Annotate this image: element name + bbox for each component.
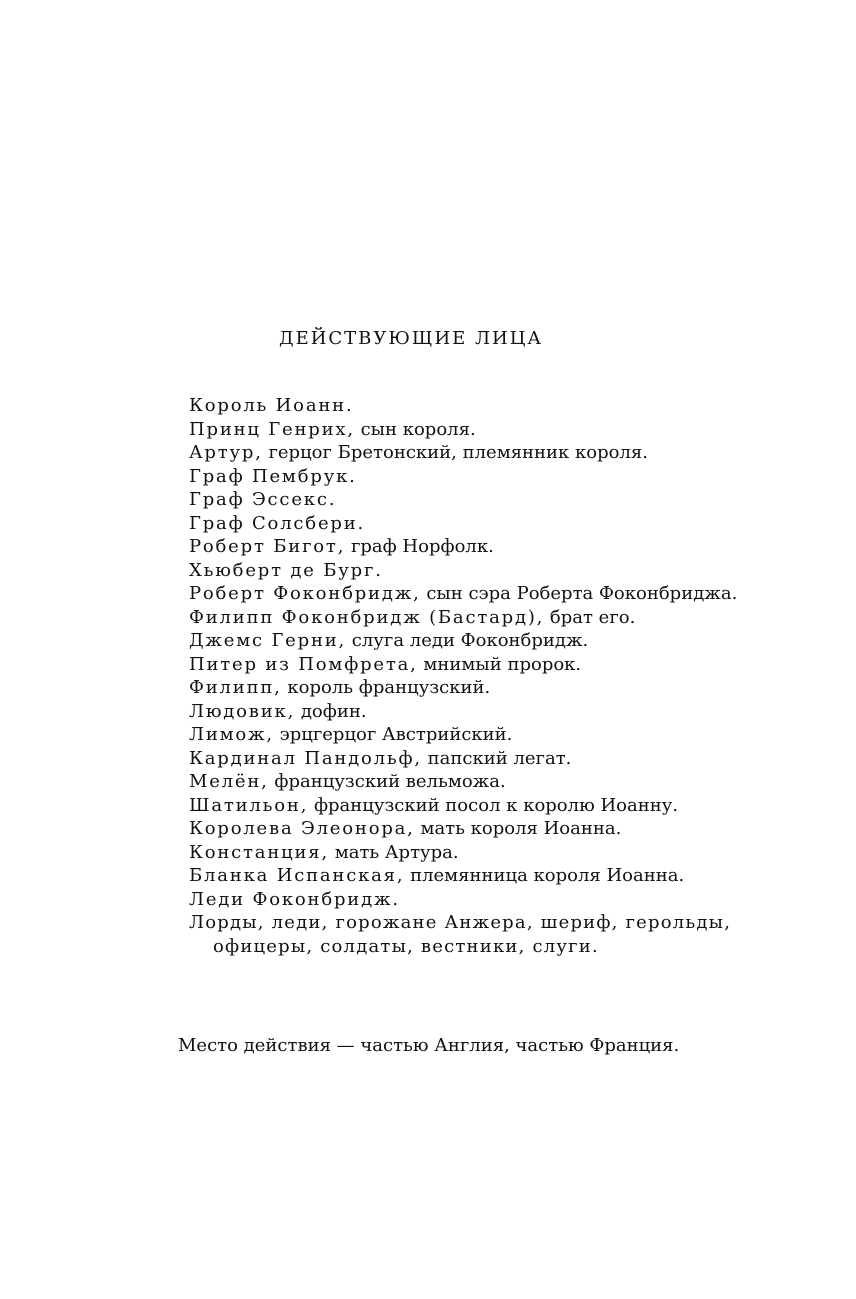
cast-entry <box>189 629 749 653</box>
cast-entry <box>189 465 749 489</box>
cast-name: Леди Фоконбридж. <box>189 888 400 910</box>
cast-description: сын короля. <box>354 418 476 440</box>
cast-entry <box>189 441 749 465</box>
cast-entry <box>189 582 749 606</box>
cast-entry <box>189 864 749 888</box>
cast-name: Королева Элеонора, <box>189 818 415 839</box>
cast-entry <box>189 770 749 794</box>
cast-entry <box>189 512 749 536</box>
cast-description: папский легат. <box>421 747 572 769</box>
cast-name: Граф Солсбери. <box>189 512 366 534</box>
cast-name: Филипп Фоконбридж (Бастард), <box>189 606 545 628</box>
cast-entry <box>189 723 749 747</box>
cast-name: Хьюберт де Бург. <box>189 559 383 581</box>
cast-name: Король Иоанн. <box>189 395 354 416</box>
cast-name: Шатильон, <box>189 794 309 816</box>
page-title: ДЕЙСТВУЮЩИЕ ЛИЦА <box>278 328 544 349</box>
cast-entry <box>189 676 749 700</box>
cast-entry <box>189 817 749 841</box>
cast-description: племянница короля Иоанна. <box>404 865 685 886</box>
cast-description: мать короля Иоанна. <box>414 818 622 839</box>
cast-description: граф Норфолк. <box>345 536 494 557</box>
cast-entry <box>189 418 749 442</box>
cast-name: Констанция, <box>189 841 329 863</box>
cast-name: Граф Пембрук. <box>189 465 357 487</box>
cast-name: Людовик, <box>189 700 296 722</box>
cast-name: Бланка Испанская, <box>189 865 405 886</box>
cast-name: Филипп, <box>189 677 282 698</box>
cast-description: французский вельможа. <box>268 771 506 792</box>
cast-entry <box>189 653 749 677</box>
cast-description: слуга леди Фоконбридж. <box>346 630 589 651</box>
cast-description: король французский. <box>281 677 491 698</box>
cast-entry <box>189 606 749 630</box>
setting-line: Место действия — частью Англия, частью Франция. <box>178 1035 680 1056</box>
cast-entry <box>189 394 749 418</box>
cast-name: Лимож, <box>189 724 274 745</box>
cast-name: Джемс Герни, <box>189 630 347 651</box>
cast-entry <box>189 488 749 512</box>
cast-name: Лорды, леди, горожане Анжера, шериф, герольды, офицеры, солдаты, вестники, слуги. <box>189 912 732 957</box>
cast-entry <box>189 535 749 559</box>
cast-name: Артур, <box>189 442 263 463</box>
cast-description: брат его. <box>544 606 636 628</box>
cast-entry <box>189 841 749 865</box>
cast-entry <box>189 747 749 771</box>
cast-description: сын сэра Роберта Фоконбриджа. <box>420 583 738 604</box>
cast-entry <box>189 794 749 818</box>
cast-description: эрцгерцог Австрийский. <box>273 724 513 745</box>
cast-name: Граф Эссекс. <box>189 489 337 510</box>
cast-name: Кардинал Пандольф, <box>189 747 422 769</box>
cast-description: дофин. <box>295 700 367 722</box>
cast-description: мать Артура. <box>328 841 459 863</box>
cast-name: Мелён, <box>189 771 269 792</box>
cast-name: Роберт Бигот, <box>189 536 346 557</box>
cast-name: Роберт Фоконбридж, <box>189 583 421 604</box>
cast-description: мнимый пророк. <box>417 653 582 675</box>
cast-list <box>189 394 749 958</box>
cast-entry <box>189 559 749 583</box>
cast-entry <box>189 888 749 912</box>
cast-entry <box>189 700 749 724</box>
cast-description: герцог Бретонский, племянник короля. <box>262 442 648 463</box>
cast-entry-extras <box>189 911 749 958</box>
cast-name: Принц Генрих, <box>189 418 355 440</box>
cast-name: Питер из Помфрета, <box>189 653 418 675</box>
cast-description: французский посол к королю Иоанну. <box>308 794 679 816</box>
